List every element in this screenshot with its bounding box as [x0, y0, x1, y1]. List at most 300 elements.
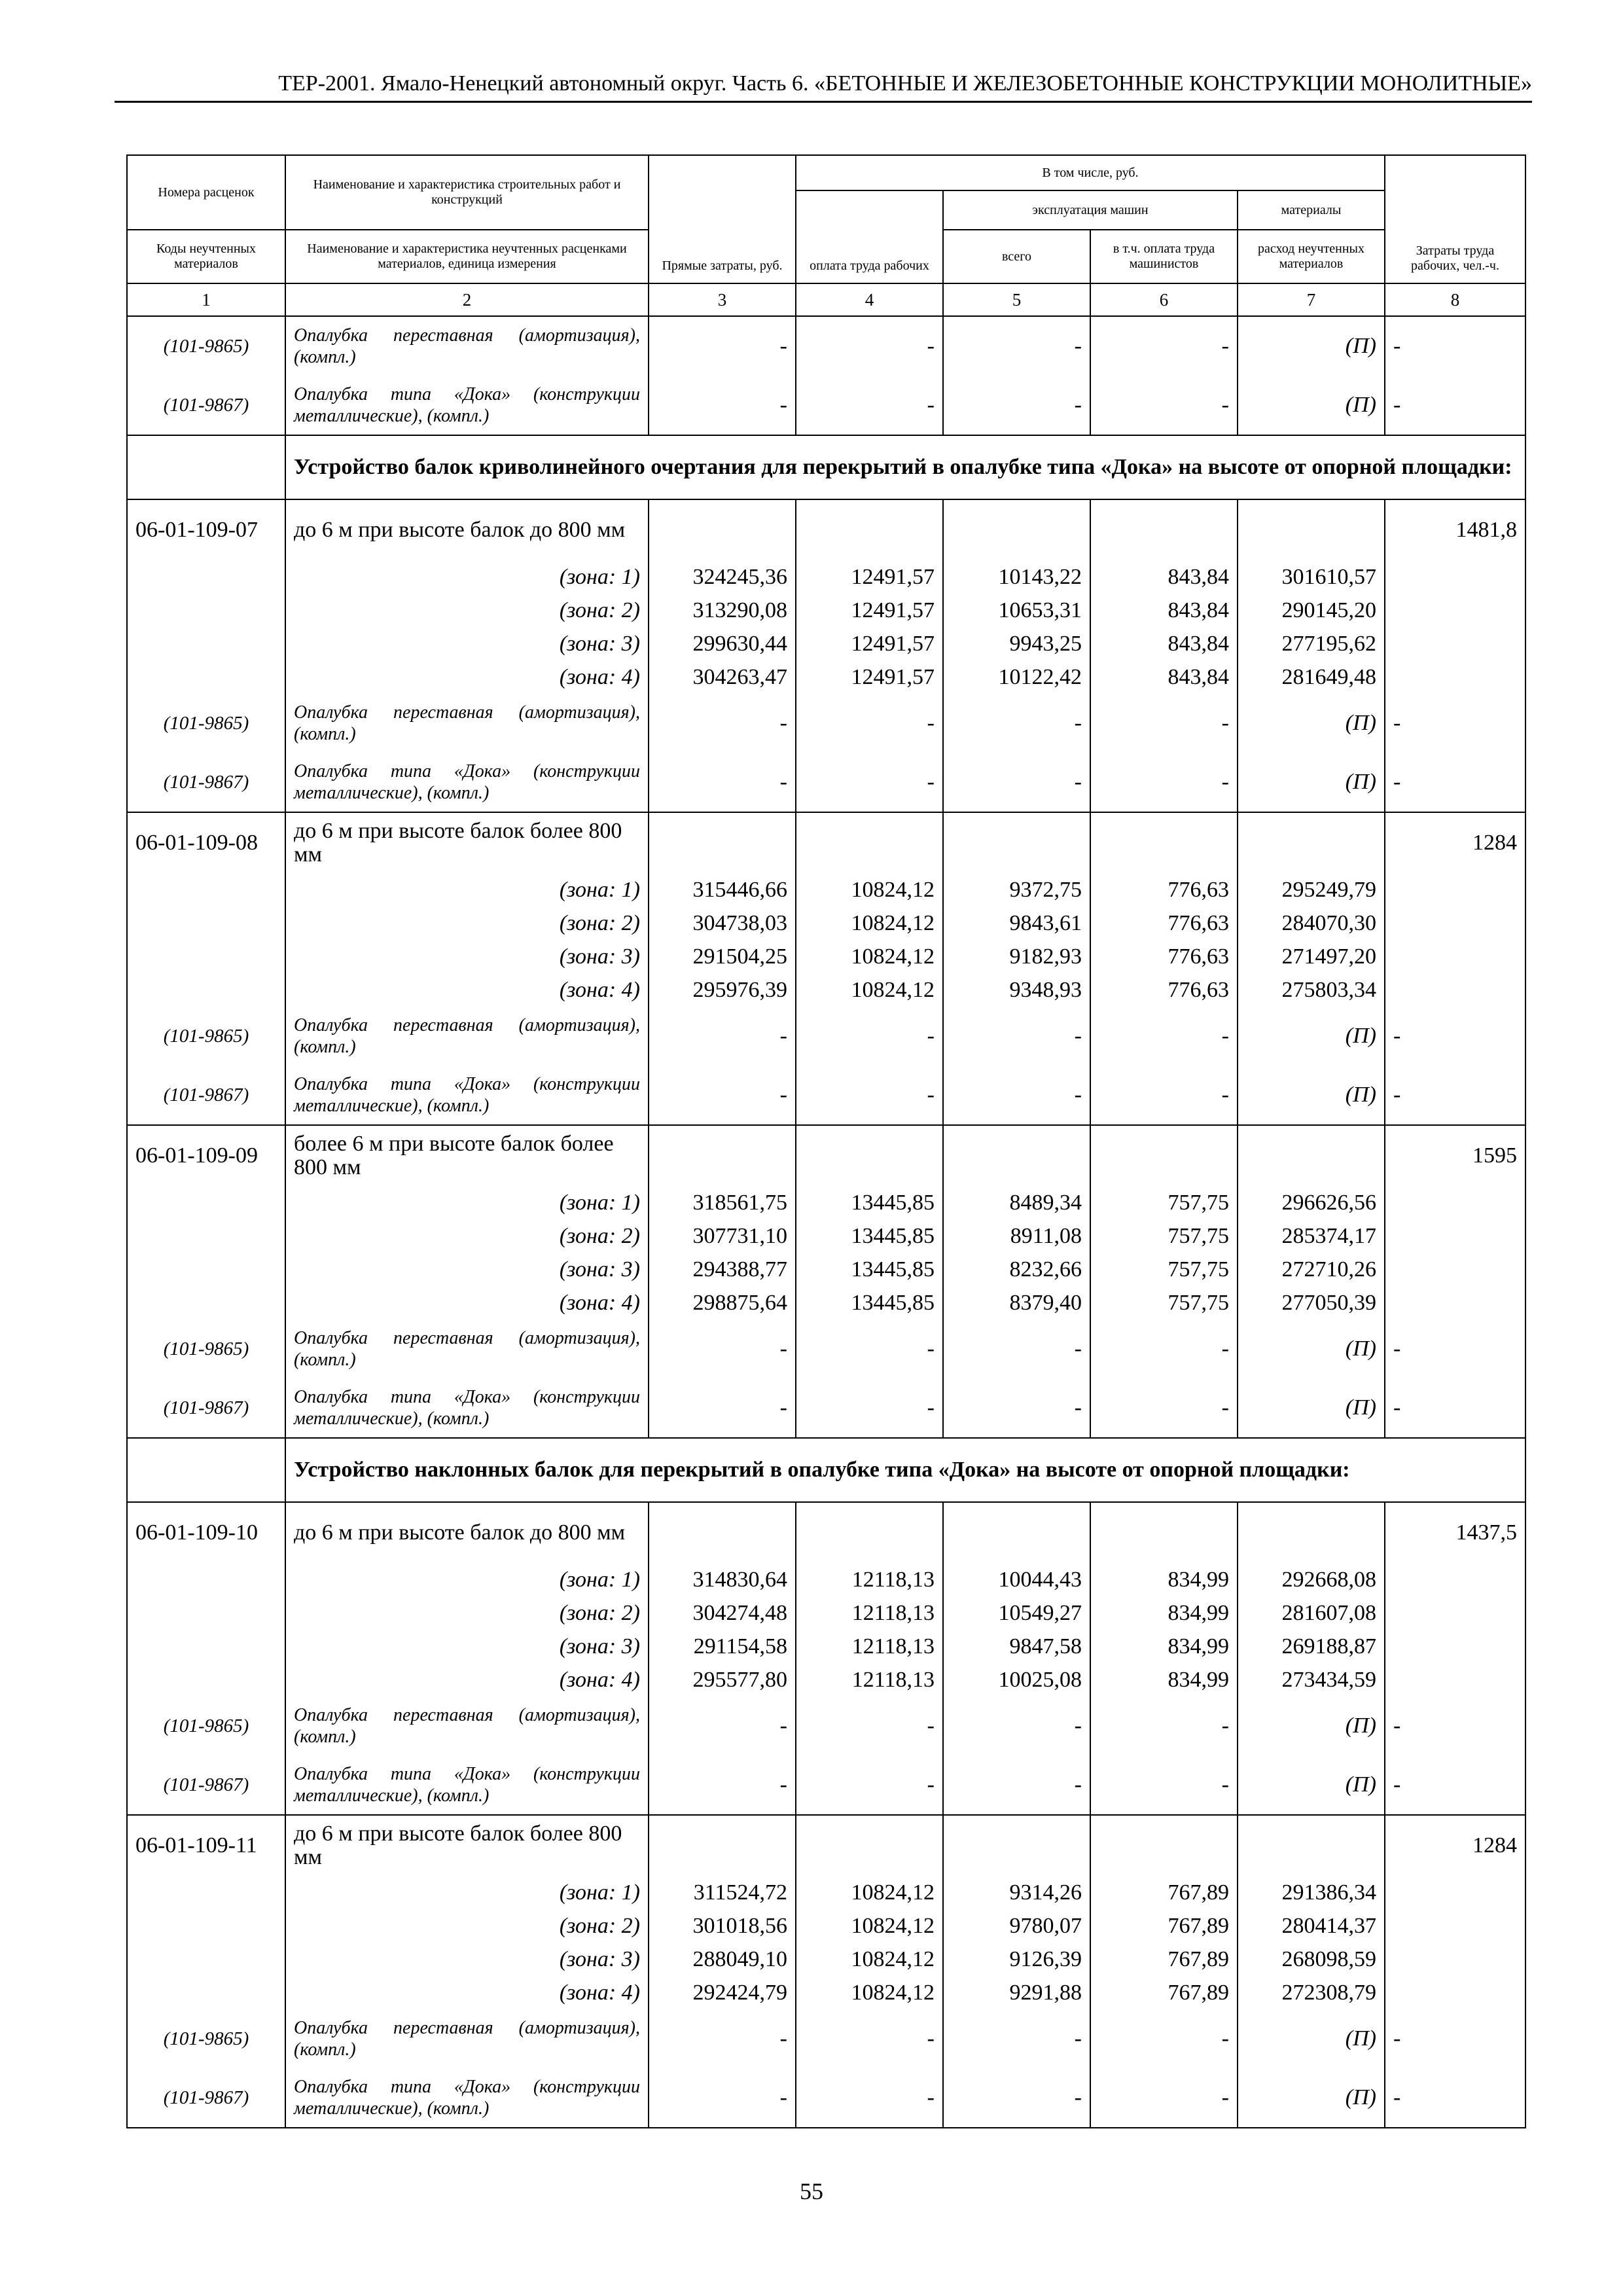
value-cell: [1090, 1815, 1238, 1876]
zone-row: [127, 906, 1525, 940]
zone-row: [127, 973, 1525, 1007]
code-cell: [127, 940, 285, 973]
value-cell: [1090, 499, 1238, 560]
section-heading-row: [127, 435, 1525, 499]
cost-value: 324245,36: [649, 560, 796, 594]
empty-value-dash: -: [796, 694, 943, 753]
unaccounted-material-mark: (П): [1238, 1755, 1385, 1815]
cost-value: 10549,27: [943, 1596, 1090, 1630]
cost-value: 757,75: [1090, 1219, 1238, 1253]
rate-code: 06-01-109-07: [127, 499, 285, 560]
rate-row: [127, 1125, 1525, 1186]
value-cell: [943, 499, 1090, 560]
cost-value: 12491,57: [796, 660, 943, 694]
material-code: (101-9865): [127, 2009, 285, 2068]
empty-value-dash: -: [943, 1066, 1090, 1125]
table-header: [127, 155, 1525, 316]
col7-header: расход неучтенных материалов: [1238, 230, 1385, 283]
labor-cost: 1595: [1385, 1125, 1525, 1186]
labor-cost: 1284: [1385, 812, 1525, 873]
value-cell: [796, 1815, 943, 1876]
material-name: Опалубка переставная (амортизация), (компл.): [285, 1319, 649, 1378]
cost-value: 295577,80: [649, 1663, 796, 1696]
cost-value: 275803,34: [1238, 973, 1385, 1007]
labor-cell: [1385, 1253, 1525, 1286]
cost-value: 298875,64: [649, 1286, 796, 1319]
cost-value: 12491,57: [796, 627, 943, 660]
empty-value-dash: -: [943, 316, 1090, 376]
cost-value: 12491,57: [796, 560, 943, 594]
cost-value: 776,63: [1090, 940, 1238, 973]
cost-value: 12118,13: [796, 1630, 943, 1663]
empty-value-dash: -: [649, 2068, 796, 2128]
zone-label: (зона: 4): [285, 1976, 649, 2009]
cost-value: 10824,12: [796, 1909, 943, 1943]
empty-value-dash: -: [649, 1007, 796, 1066]
value-cell: [796, 1502, 943, 1563]
cost-value: 292424,79: [649, 1976, 796, 2009]
column-number: 5: [943, 283, 1090, 316]
material-row: [127, 2009, 1525, 2068]
labor-cell: [1385, 1596, 1525, 1630]
cost-value: 294388,77: [649, 1253, 796, 1286]
value-cell: [1238, 1815, 1385, 1876]
empty-value-dash: -: [1090, 316, 1238, 376]
empty-value-dash: -: [796, 1066, 943, 1125]
material-code: (101-9867): [127, 376, 285, 435]
material-code: (101-9867): [127, 1378, 285, 1438]
empty-value-dash: -: [796, 1378, 943, 1438]
empty-value-dash: -: [796, 1696, 943, 1755]
zone-label: (зона: 3): [285, 940, 649, 973]
empty-value-dash: -: [796, 1319, 943, 1378]
cost-value: 314830,64: [649, 1563, 796, 1596]
cost-value: 292668,08: [1238, 1563, 1385, 1596]
empty-value-dash: -: [796, 753, 943, 812]
zone-row: [127, 1876, 1525, 1909]
labor-cell: [1385, 873, 1525, 906]
value-cell: [796, 1125, 943, 1186]
zone-label: (зона: 4): [285, 1286, 649, 1319]
cost-value: 291504,25: [649, 940, 796, 973]
code-cell: [127, 973, 285, 1007]
empty-value-dash: -: [1385, 2009, 1525, 2068]
value-cell: [943, 1125, 1090, 1186]
zone-row: [127, 1563, 1525, 1596]
cost-value: 9372,75: [943, 873, 1090, 906]
empty-value-dash: -: [1385, 1319, 1525, 1378]
cost-value: 767,89: [1090, 1976, 1238, 2009]
empty-value-dash: -: [943, 1696, 1090, 1755]
labor-cell: [1385, 906, 1525, 940]
cost-value: 757,75: [1090, 1253, 1238, 1286]
cost-value: 277195,62: [1238, 627, 1385, 660]
empty-value-dash: -: [1090, 2009, 1238, 2068]
cost-value: 843,84: [1090, 627, 1238, 660]
code-cell: [127, 1286, 285, 1319]
zone-label: (зона: 1): [285, 1876, 649, 1909]
labor-cost: 1437,5: [1385, 1502, 1525, 1563]
rate-code: 06-01-109-10: [127, 1502, 285, 1563]
labor-cell: [1385, 1186, 1525, 1219]
column-number: 8: [1385, 283, 1525, 316]
section-heading-row: [127, 1438, 1525, 1502]
material-row: [127, 2068, 1525, 2128]
zone-label: (зона: 1): [285, 560, 649, 594]
empty-value-dash: -: [649, 753, 796, 812]
material-row: [127, 376, 1525, 435]
empty-value-dash: -: [1090, 694, 1238, 753]
cost-value: 757,75: [1090, 1186, 1238, 1219]
unaccounted-material-mark: (П): [1238, 2068, 1385, 2128]
cost-value: 10824,12: [796, 973, 943, 1007]
cost-value: 843,84: [1090, 660, 1238, 694]
empty-value-dash: -: [1090, 753, 1238, 812]
material-row: [127, 1696, 1525, 1755]
zone-label: (зона: 3): [285, 627, 649, 660]
zone-label: (зона: 2): [285, 594, 649, 627]
empty-value-dash: -: [943, 1755, 1090, 1815]
cost-value: 9291,88: [943, 1976, 1090, 2009]
empty-value-dash: -: [1090, 1319, 1238, 1378]
section-code-cell: [127, 435, 285, 499]
empty-value-dash: -: [1090, 376, 1238, 435]
cost-value: 12118,13: [796, 1596, 943, 1630]
cost-value: 304738,03: [649, 906, 796, 940]
value-cell: [1238, 1502, 1385, 1563]
cost-value: 9847,58: [943, 1630, 1090, 1663]
cost-value: 281649,48: [1238, 660, 1385, 694]
labor-cell: [1385, 627, 1525, 660]
col2-top-header: Наименование и характеристика строительных работ и конструкций: [285, 155, 649, 230]
cost-value: 834,99: [1090, 1596, 1238, 1630]
zone-row: [127, 627, 1525, 660]
zone-row: [127, 1630, 1525, 1663]
col4-header: оплата труда рабочих: [796, 190, 943, 283]
empty-value-dash: -: [1385, 376, 1525, 435]
column-number: 3: [649, 283, 796, 316]
cost-value: 843,84: [1090, 560, 1238, 594]
cost-value: 295249,79: [1238, 873, 1385, 906]
empty-value-dash: -: [943, 376, 1090, 435]
cost-value: 304263,47: [649, 660, 796, 694]
value-cell: [1090, 812, 1238, 873]
cost-value: 10824,12: [796, 1943, 943, 1976]
labor-cell: [1385, 1909, 1525, 1943]
cost-value: 299630,44: [649, 627, 796, 660]
rate-row: [127, 1502, 1525, 1563]
cost-value: 271497,20: [1238, 940, 1385, 973]
empty-value-dash: -: [1090, 1755, 1238, 1815]
zone-label: (зона: 2): [285, 1596, 649, 1630]
rate-row: [127, 499, 1525, 560]
empty-value-dash: -: [796, 1007, 943, 1066]
material-name: Опалубка типа «Дока» (конструкции металлические), (компл.): [285, 2068, 649, 2128]
rate-row: [127, 812, 1525, 873]
cost-value: 13445,85: [796, 1286, 943, 1319]
cost-value: 311524,72: [649, 1876, 796, 1909]
cost-value: 285374,17: [1238, 1219, 1385, 1253]
code-cell: [127, 1253, 285, 1286]
zone-row: [127, 1286, 1525, 1319]
material-code: (101-9865): [127, 316, 285, 376]
code-cell: [127, 1630, 285, 1663]
unaccounted-material-mark: (П): [1238, 1319, 1385, 1378]
zone-row: [127, 1663, 1525, 1696]
cost-value: 9843,61: [943, 906, 1090, 940]
cost-value: 281607,08: [1238, 1596, 1385, 1630]
material-code: (101-9865): [127, 1696, 285, 1755]
material-name: Опалубка типа «Дока» (конструкции металлические), (компл.): [285, 376, 649, 435]
table-body: [127, 316, 1525, 2128]
code-cell: [127, 560, 285, 594]
zone-row: [127, 1909, 1525, 1943]
empty-value-dash: -: [943, 753, 1090, 812]
cost-value: 280414,37: [1238, 1909, 1385, 1943]
code-cell: [127, 1943, 285, 1976]
zone-row: [127, 1253, 1525, 1286]
unaccounted-material-mark: (П): [1238, 1066, 1385, 1125]
zone-label: (зона: 1): [285, 1186, 649, 1219]
zone-label: (зона: 3): [285, 1943, 649, 1976]
value-cell: [649, 499, 796, 560]
zone-label: (зона: 4): [285, 1663, 649, 1696]
material-name: Опалубка типа «Дока» (конструкции металлические), (компл.): [285, 1066, 649, 1125]
zone-label: (зона: 1): [285, 873, 649, 906]
cost-value: 9943,25: [943, 627, 1090, 660]
zone-row: [127, 873, 1525, 906]
labor-cell: [1385, 1663, 1525, 1696]
cost-value: 290145,20: [1238, 594, 1385, 627]
empty-value-dash: -: [1090, 1066, 1238, 1125]
zone-row: [127, 594, 1525, 627]
empty-value-dash: -: [943, 1319, 1090, 1378]
unaccounted-material-mark: (П): [1238, 1378, 1385, 1438]
cost-value: 272308,79: [1238, 1976, 1385, 2009]
column-number: 4: [796, 283, 943, 316]
col3-header: Прямые затраты, руб.: [649, 155, 796, 283]
code-cell: [127, 1876, 285, 1909]
empty-value-dash: -: [1090, 1007, 1238, 1066]
value-cell: [649, 812, 796, 873]
code-cell: [127, 1219, 285, 1253]
zone-row: [127, 660, 1525, 694]
col2-bottom-header: Наименование и характеристика неучтенных расценками материалов, единица измерения: [285, 230, 649, 283]
empty-value-dash: -: [1385, 1696, 1525, 1755]
cost-value: 9314,26: [943, 1876, 1090, 1909]
cost-value: 757,75: [1090, 1286, 1238, 1319]
empty-value-dash: -: [943, 1378, 1090, 1438]
empty-value-dash: -: [943, 2009, 1090, 2068]
empty-value-dash: -: [1385, 1007, 1525, 1066]
code-cell: [127, 660, 285, 694]
cost-value: 776,63: [1090, 873, 1238, 906]
rate-name: до 6 м при высоте балок до 800 мм: [285, 1502, 649, 1563]
cost-value: 10025,08: [943, 1663, 1090, 1696]
material-row: [127, 694, 1525, 753]
unaccounted-material-mark: (П): [1238, 376, 1385, 435]
labor-cell: [1385, 1219, 1525, 1253]
code-cell: [127, 906, 285, 940]
zone-label: (зона: 4): [285, 660, 649, 694]
cost-value: 10824,12: [796, 1976, 943, 2009]
cost-value: 10824,12: [796, 906, 943, 940]
value-cell: [943, 1502, 1090, 1563]
value-cell: [1238, 812, 1385, 873]
material-name: Опалубка типа «Дока» (конструкции металлические), (компл.): [285, 1378, 649, 1438]
cost-value: 304274,48: [649, 1596, 796, 1630]
rate-code: 06-01-109-09: [127, 1125, 285, 1186]
material-name: Опалубка типа «Дока» (конструкции металлические), (компл.): [285, 1755, 649, 1815]
cost-value: 9780,07: [943, 1909, 1090, 1943]
empty-value-dash: -: [649, 1696, 796, 1755]
column-number: 7: [1238, 283, 1385, 316]
labor-cell: [1385, 1286, 1525, 1319]
cost-value: 767,89: [1090, 1876, 1238, 1909]
zone-label: (зона: 2): [285, 1909, 649, 1943]
cost-value: 8911,08: [943, 1219, 1090, 1253]
cost-value: 8232,66: [943, 1253, 1090, 1286]
rate-name: до 6 м при высоте балок до 800 мм: [285, 499, 649, 560]
zone-row: [127, 1943, 1525, 1976]
zone-label: (зона: 4): [285, 973, 649, 1007]
cost-value: 291386,34: [1238, 1876, 1385, 1909]
cost-value: 10824,12: [796, 940, 943, 973]
value-cell: [943, 1815, 1090, 1876]
empty-value-dash: -: [1385, 316, 1525, 376]
value-cell: [1238, 1125, 1385, 1186]
material-row: [127, 1319, 1525, 1378]
cost-value: 12118,13: [796, 1663, 943, 1696]
cost-value: 843,84: [1090, 594, 1238, 627]
empty-value-dash: -: [796, 2009, 943, 2068]
empty-value-dash: -: [649, 1378, 796, 1438]
labor-cell: [1385, 1943, 1525, 1976]
material-row: [127, 1378, 1525, 1438]
zone-row: [127, 1219, 1525, 1253]
empty-value-dash: -: [1090, 2068, 1238, 2128]
zone-row: [127, 560, 1525, 594]
empty-value-dash: -: [796, 1755, 943, 1815]
unaccounted-material-mark: (П): [1238, 694, 1385, 753]
materials-header: материалы: [1238, 190, 1385, 230]
material-row: [127, 1066, 1525, 1125]
cost-value: 776,63: [1090, 973, 1238, 1007]
cost-value: 10122,42: [943, 660, 1090, 694]
material-row: [127, 1007, 1525, 1066]
col5-header: всего: [943, 230, 1090, 283]
value-cell: [796, 499, 943, 560]
running-header: ТЕР-2001. Ямало-Ненецкий автономный округ. Часть 6. «БЕТОННЫЕ И ЖЕЛЕЗОБЕТОННЫЕ КОНСТРУКЦИИ МОНОЛИТНЫЕ»: [115, 68, 1532, 103]
empty-value-dash: -: [649, 1755, 796, 1815]
empty-value-dash: -: [796, 376, 943, 435]
cost-value: 13445,85: [796, 1186, 943, 1219]
zone-row: [127, 1976, 1525, 2009]
machines-header: эксплуатация машин: [943, 190, 1238, 230]
cost-value: 315446,66: [649, 873, 796, 906]
cost-value: 301610,57: [1238, 560, 1385, 594]
labor-cell: [1385, 940, 1525, 973]
cost-value: 8379,40: [943, 1286, 1090, 1319]
value-cell: [943, 812, 1090, 873]
empty-value-dash: -: [943, 694, 1090, 753]
rate-name: до 6 м при высоте балок более 800 мм: [285, 1815, 649, 1876]
labor-cell: [1385, 560, 1525, 594]
cost-value: 295976,39: [649, 973, 796, 1007]
empty-value-dash: -: [1090, 1696, 1238, 1755]
code-cell: [127, 1563, 285, 1596]
material-row: [127, 1755, 1525, 1815]
cost-value: 9182,93: [943, 940, 1090, 973]
empty-value-dash: -: [1385, 694, 1525, 753]
labor-cell: [1385, 1976, 1525, 2009]
zone-label: (зона: 1): [285, 1563, 649, 1596]
empty-value-dash: -: [1385, 1066, 1525, 1125]
zone-row: [127, 940, 1525, 973]
code-cell: [127, 1976, 285, 2009]
cost-value: 272710,26: [1238, 1253, 1385, 1286]
code-cell: [127, 1909, 285, 1943]
zone-row: [127, 1596, 1525, 1630]
cost-value: 10824,12: [796, 873, 943, 906]
cost-value: 269188,87: [1238, 1630, 1385, 1663]
unaccounted-material-mark: (П): [1238, 316, 1385, 376]
unaccounted-material-mark: (П): [1238, 2009, 1385, 2068]
cost-value: 767,89: [1090, 1909, 1238, 1943]
material-code: (101-9867): [127, 753, 285, 812]
cost-value: 313290,08: [649, 594, 796, 627]
cost-value: 291154,58: [649, 1630, 796, 1663]
unaccounted-material-mark: (П): [1238, 753, 1385, 812]
cost-value: 268098,59: [1238, 1943, 1385, 1976]
cost-value: 834,99: [1090, 1630, 1238, 1663]
empty-value-dash: -: [649, 694, 796, 753]
material-name: Опалубка переставная (амортизация), (компл.): [285, 316, 649, 376]
code-cell: [127, 1596, 285, 1630]
labor-cell: [1385, 973, 1525, 1007]
cost-value: 776,63: [1090, 906, 1238, 940]
cost-value: 307731,10: [649, 1219, 796, 1253]
empty-value-dash: -: [796, 316, 943, 376]
page-number: 55: [800, 2178, 823, 2204]
zone-row: [127, 1186, 1525, 1219]
col1-top-header: Номера расценок: [127, 155, 285, 230]
material-name: Опалубка переставная (амортизация), (компл.): [285, 694, 649, 753]
material-row: [127, 753, 1525, 812]
zone-label: (зона: 3): [285, 1630, 649, 1663]
material-name: Опалубка типа «Дока» (конструкции металлические), (компл.): [285, 753, 649, 812]
cost-value: 301018,56: [649, 1909, 796, 1943]
cost-value: 9126,39: [943, 1943, 1090, 1976]
rate-code: 06-01-109-08: [127, 812, 285, 873]
code-cell: [127, 1186, 285, 1219]
code-cell: [127, 1663, 285, 1696]
cost-value: 296626,56: [1238, 1186, 1385, 1219]
cost-value: 10143,22: [943, 560, 1090, 594]
value-cell: [649, 1125, 796, 1186]
rate-name: до 6 м при высоте балок более 800 мм: [285, 812, 649, 873]
cost-value: 13445,85: [796, 1253, 943, 1286]
empty-value-dash: -: [943, 2068, 1090, 2128]
value-cell: [1238, 499, 1385, 560]
zone-label: (зона: 3): [285, 1253, 649, 1286]
cost-value: 273434,59: [1238, 1663, 1385, 1696]
labor-cell: [1385, 1630, 1525, 1663]
col1-bottom-header: Коды неучтенных материалов: [127, 230, 285, 283]
material-code: (101-9865): [127, 1319, 285, 1378]
cost-value: 10824,12: [796, 1876, 943, 1909]
code-cell: [127, 627, 285, 660]
